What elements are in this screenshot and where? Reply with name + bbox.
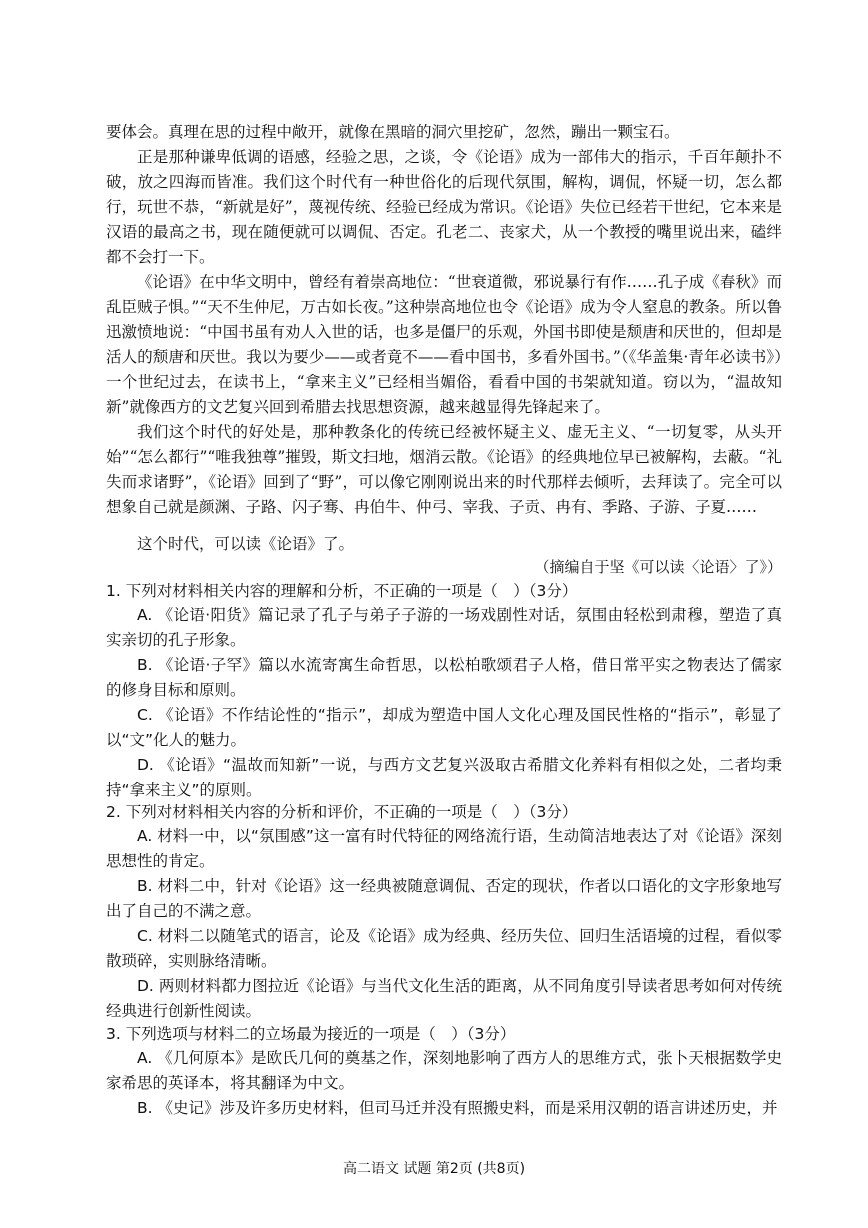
question-1-option-d: D. 《论语》“温故而知新”一说，与西方文艺复兴汲取古希腊文化养料有相似之处，二者均秉持“拿来主义”的原则。 xyxy=(106,756,782,800)
question-3-option-b: B. 《史记》涉及许多历史材料，但司马迁并没有照搬史料，而是采用汉朝的语言讲述历史，并 xyxy=(137,1099,778,1117)
question-2-option-a: A. 材料一中，以“氛围感”这一富有时代特征的网络流行语，生动简洁地表达了对《论语》深刻思想性的肯定。 xyxy=(106,827,782,871)
passage-source: （摘编自于坚《可以读〈论语〉了》） xyxy=(534,558,782,576)
question-1-option-b: B. 《论语·子罕》篇以水流寄寓生命哲思，以松柏歌颂君子人格，借日常平实之物表达了儒家的修身目标和原则。 xyxy=(106,656,782,700)
question-1-stem: 1. 下列对材料相关内容的理解和分析，不正确的一项是（ ）（3分） xyxy=(106,582,578,600)
page-footer: 高二语文 试题 第2页 (共8页) xyxy=(342,1161,526,1177)
question-2-stem: 2. 下列对材料相关内容的分析和评价，不正确的一项是（ ）（3分） xyxy=(106,803,578,821)
question-2-option-d: D. 两则材料都力图拉近《论语》与当代文化生活的距离，从不同角度引导读者思考如何对传统经典进行创新性阅读。 xyxy=(106,977,782,1021)
question-3-stem: 3. 下列选项与材料二的立场最为接近的一项是（ ）（3分） xyxy=(106,1025,516,1043)
question-1-option-a: A. 《论语·阳货》篇记录了孔子与弟子子游的一场戏剧性对话，氛围由轻松到肃穆，塑造了真实亲切的孔子形象。 xyxy=(106,606,782,650)
question-3-option-a: A. 《几何原本》是欧氏几何的奠基之作，深刻地影响了西方人的思维方式，张卜天根据数学史家希思的英译本，将其翻译为中文。 xyxy=(106,1049,782,1093)
passage-paragraph-2: 《论语》在中华文明中，曾经有着崇高地位：“世衰道微，邪说暴行有作……孔子成《春秋》而乱臣贼子惧。”“天不生仲尼，万古如长夜。”这种崇高地位也令《论语》成为令人窒息的教条。所以鲁迅激愤地说：“中国书虽有劝人入世的话，也多是僵尸的乐观，外国书即使是颓唐和厌世的，但却是活人的颓唐和厌世。我以为要少——或者竟不——看中国书，多看外国书。”（《华盖集·青年必读书》）一个世纪过去，在读书上，“拿来主义”已经相当媚俗，看看中国的书架就知道。窃以为，“温故知新”就像西方的文艺复兴回到希腊去找思想资源，越来越显得先锋起来了。 xyxy=(106,273,782,417)
passage-paragraph-0: 要体会。真理在思的过程中敞开，就像在黑暗的洞穴里挖矿，忽然，蹦出一颗宝石。 xyxy=(106,123,680,141)
question-2-option-b: B. 材料二中，针对《论语》这一经典被随意调侃、否定的现状，作者以口语化的文字形象地写出了自己的不满之意。 xyxy=(106,877,782,921)
question-1-option-c: C. 《论语》不作结论性的“指示”，却成为塑造中国人文化心理及国民性格的“指示”，彰显了以“文”化人的魅力。 xyxy=(106,706,782,750)
passage-paragraph-4: 这个时代，可以读《论语》了。 xyxy=(137,535,355,553)
question-2-option-c: C. 材料二以随笔式的语言，论及《论语》成为经典、经历失位、回归生活语境的过程，看似零散琐碎，实则脉络清晰。 xyxy=(106,927,782,971)
passage-paragraph-1: 正是那种谦卑低调的语感，经验之思，之谈，令《论语》成为一部伟大的指示，千百年颠扑不破，放之四海而皆准。我们这个时代有一种世俗化的后现代氛围，解构，调侃，怀疑一切，怎么都行，玩世不恭，“新就是好”，蔑视传统、经验已经成为常识。《论语》失位已经若干世纪，它本来是汉语的最高之书，现在随便就可以调侃、否定。孔老二、丧家犬，从一个教授的嘴里说出来，磕绊都不会打一下。 xyxy=(106,148,782,267)
passage-paragraph-3: 我们这个时代的好处是，那种教条化的传统已经被怀疑主义、虚无主义、“一切复零，从头开始”“怎么都行”“唯我独尊”摧毁，斯文扫地，烟消云散。《论语》的经典地位早已被解构，去蔽。“礼失而求诸野”，《论语》回到了“野”，可以像它刚刚说出来的时代那样去倾听，去拜读了。完全可以想象自己就是颜渊、子路、闪子骞、冉伯牛、仲弓、宰我、子贡、冉有、季路、子游、子夏…… xyxy=(106,423,782,517)
